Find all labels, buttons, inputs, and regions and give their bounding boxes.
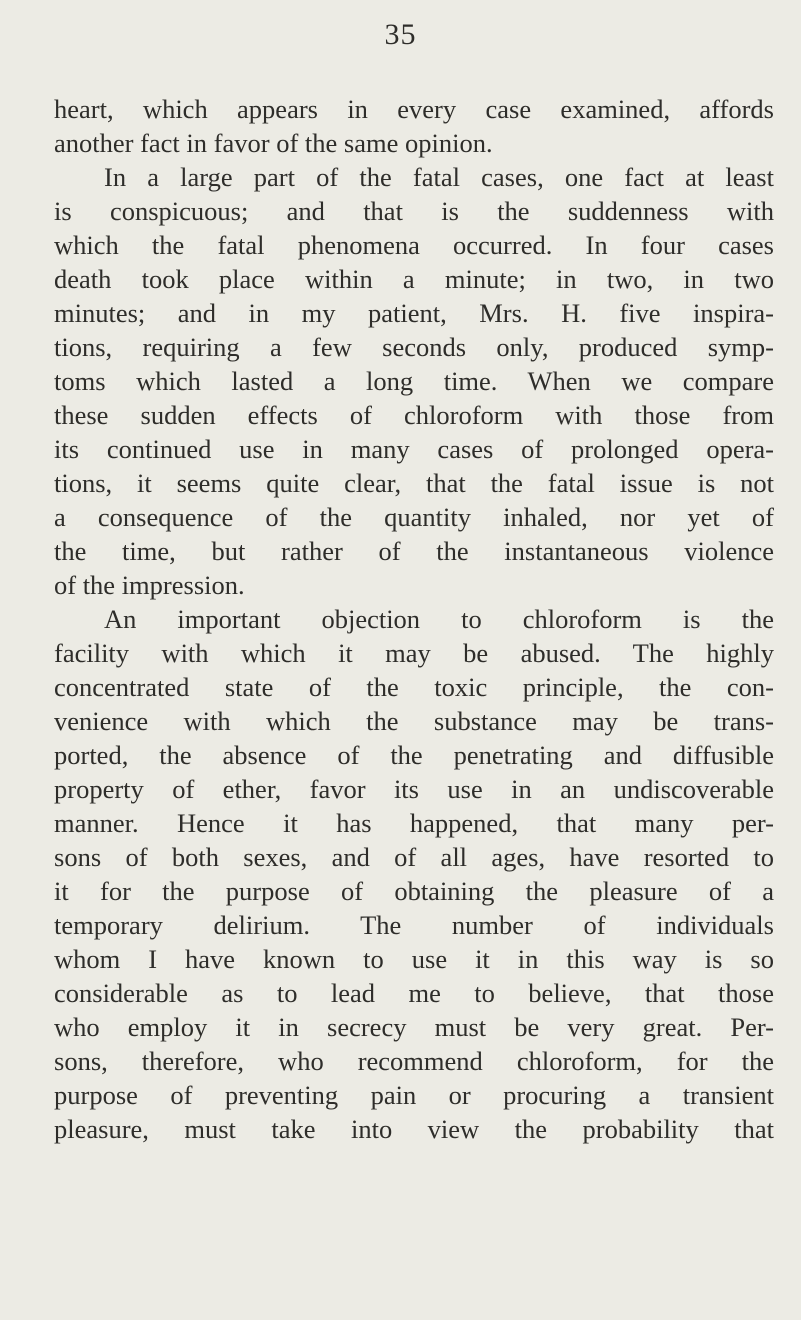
- text-line: toms which lasted a long time. When we compare: [54, 366, 774, 396]
- paragraph-start-line: In a large part of the fatal cases, one fact at least: [104, 162, 774, 192]
- text-line: it for the purpose of obtaining the pleasure of a: [54, 876, 774, 906]
- text-line: another fact in favor of the same opinion.: [54, 128, 493, 158]
- page-number: 35: [384, 18, 417, 51]
- text-line: venience with which the substance may be trans-: [54, 706, 774, 736]
- text-line: heart, which appears in every case examined, affords: [54, 94, 774, 124]
- text-line: the time, but rather of the instantaneous violence: [54, 536, 774, 566]
- text-line: of the impression.: [54, 570, 245, 600]
- text-line: facility with which it may be abused. The highly: [54, 638, 774, 668]
- text-line: ported, the absence of the penetrating and diffusible: [54, 740, 774, 770]
- paragraph-start-line: An important objection to chloroform is the: [104, 604, 774, 634]
- text-line: which the fatal phenomena occurred. In four cases: [54, 230, 774, 260]
- text-line: sons of both sexes, and of all ages, have resorted to: [54, 842, 774, 872]
- text-line: minutes; and in my patient, Mrs. H. five inspira-: [54, 298, 774, 328]
- text-line: temporary delirium. The number of individuals: [54, 910, 774, 940]
- text-line: tions, requiring a few seconds only, produced symp-: [54, 332, 774, 362]
- text-line: pleasure, must take into view the probability that: [54, 1114, 774, 1144]
- text-line: considerable as to lead me to believe, that those: [54, 978, 774, 1008]
- text-line: death took place within a minute; in two, in two: [54, 264, 774, 294]
- text-line: its continued use in many cases of prolonged opera-: [54, 434, 774, 464]
- text-line: who employ it in secrecy must be very great. Per-: [54, 1012, 774, 1042]
- text-line: a consequence of the quantity inhaled, nor yet of: [54, 502, 774, 532]
- text-line: whom I have known to use it in this way is so: [54, 944, 774, 974]
- text-line: is conspicuous; and that is the suddenness with: [54, 196, 774, 226]
- text-line: sons, therefore, who recommend chloroform, for the: [54, 1046, 774, 1076]
- text-line: tions, it seems quite clear, that the fatal issue is not: [54, 468, 774, 498]
- text-line: purpose of preventing pain or procuring a transient: [54, 1080, 774, 1110]
- text-line: manner. Hence it has happened, that many per-: [54, 808, 774, 838]
- text-line: concentrated state of the toxic principle, the con-: [54, 672, 774, 702]
- text-line: these sudden effects of chloroform with those from: [54, 400, 774, 430]
- text-line: property of ether, favor its use in an undiscoverable: [54, 774, 774, 804]
